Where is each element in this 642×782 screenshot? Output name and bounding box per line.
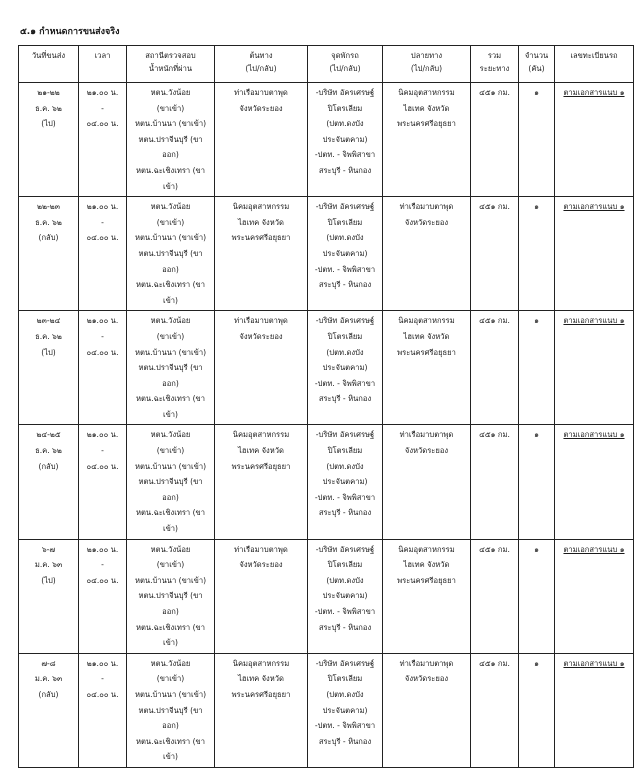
cell-doc [555, 197, 634, 311]
header-checkpoints: สถานีตรวจสอบ น้ำหนักที่ผ่าน [127, 46, 215, 83]
header-doc-no: เลขทะเบียนรถ [555, 46, 634, 83]
cell-date [19, 83, 79, 197]
cell-line: - [101, 674, 104, 684]
table-row [19, 83, 634, 197]
cell-line: (ปตท.ดงบัง [326, 689, 364, 699]
cell-line: -บริษัท อัครเศรษฐ์ [315, 658, 375, 668]
cell-line: ปิโตรเลียม [327, 674, 363, 684]
cell-doc [555, 83, 634, 197]
cell-line: นิคมอุตสาหกรรม [232, 658, 290, 668]
cell-origin [215, 83, 308, 197]
cell-line: สระบุรี - หินกอง [318, 280, 372, 290]
cell-line: ๒๑.๐๐ น. [86, 544, 119, 554]
cell-line: ธ.ค. ๖๒ [35, 103, 62, 113]
cell-line: ไฮเทค จังหวัด [238, 446, 284, 456]
cell-line: -ปตท. - จิพพิสาขา [314, 721, 376, 731]
cell-line: หตน.บ้านนา (ขาเข้า) [134, 233, 207, 243]
cell-line: ธ.ค. ๖๒ [35, 217, 62, 227]
cell-line: -ปตท. - จิพพิสาขา [314, 264, 376, 274]
cell-checkpoints [127, 197, 215, 311]
cell-date [19, 425, 79, 539]
cell-line: ๗-๘ [41, 658, 56, 668]
cell-line: ๐๔.๐๐ น. [86, 575, 119, 585]
cell-line: ๐๔.๐๐ น. [86, 233, 119, 243]
cell-line: -บริษัท อัครเศรษฐ์ [315, 202, 375, 212]
cell-line: ท่าเรือมาบตาพุด [399, 202, 454, 212]
cell-distance: ๔๕๑ กม. [471, 311, 519, 425]
cell-destination [383, 425, 471, 539]
cell-origin [215, 311, 308, 425]
cell-line: ๐๔.๐๐ น. [86, 119, 119, 129]
cell-line: (ขาเข้า) [156, 331, 185, 341]
cell-line: ออก) [162, 378, 179, 388]
cell-line: ไฮเทค จังหวัด [403, 560, 450, 570]
cell-line: -บริษัท อัครเศรษฐ์ [315, 544, 375, 554]
cell-line: ๒๑.๐๐ น. [86, 316, 119, 326]
cell-doc [555, 653, 634, 767]
cell-line: (ขาเข้า) [156, 446, 185, 456]
cell-count: ๑ [519, 653, 555, 767]
attachment-link[interactable]: ตามเอกสารแนบ ๑ [563, 88, 625, 97]
cell-stop [308, 311, 383, 425]
cell-line: พระนครศรีอยุธยา [231, 461, 291, 471]
cell-line: ม.ค. ๖๓ [34, 560, 63, 570]
cell-doc [555, 425, 634, 539]
cell-origin [215, 539, 308, 653]
cell-line: ๒๑-๒๒ [37, 88, 60, 97]
cell-line: ๐๔.๐๐ น. [86, 461, 119, 471]
cell-line: นิคมอุตสาหกรรม [398, 544, 455, 554]
transport-schedule-table [18, 45, 634, 768]
cell-count: ๑ [519, 425, 555, 539]
cell-distance: ๔๕๑ กม. [471, 83, 519, 197]
header-time: เวลา [79, 46, 127, 83]
cell-line: ธ.ค. ๖๒ [35, 331, 62, 341]
cell-line: สระบุรี - หินกอง [318, 394, 372, 404]
cell-line: หตน.วังน้อย [150, 202, 191, 212]
cell-time [79, 311, 127, 425]
cell-line: ๒๑.๐๐ น. [86, 202, 119, 212]
cell-line: ไฮเทค จังหวัด [403, 103, 450, 113]
cell-line: -บริษัท อัครเศรษฐ์ [315, 88, 375, 97]
header-distance: รวม ระยะทาง [471, 46, 519, 83]
cell-line: สระบุรี - หินกอง [318, 736, 372, 746]
cell-line: ประจันตคาม) [322, 134, 368, 144]
cell-destination [383, 311, 471, 425]
cell-line: นิคมอุตสาหกรรม [398, 88, 455, 97]
header-origin: ต้นทาง (ไป/กลับ) [215, 46, 308, 83]
cell-line: เข้า) [162, 409, 178, 419]
cell-time [79, 197, 127, 311]
cell-line: เข้า) [162, 524, 178, 534]
cell-origin [215, 653, 308, 767]
cell-count: ๑ [519, 539, 555, 653]
cell-line: (ขาเข้า) [156, 560, 185, 570]
cell-line: -บริษัท อัครเศรษฐ์ [315, 430, 375, 440]
table-row [19, 425, 634, 539]
cell-stop [308, 197, 383, 311]
cell-line: (ปตท.ดงบัง [326, 233, 364, 243]
cell-line: ไฮเทค จังหวัด [238, 674, 284, 684]
cell-line: (กลับ) [38, 689, 59, 699]
cell-line: หตน.วังน้อย [150, 316, 191, 326]
cell-line: ประจันตคาม) [322, 591, 368, 601]
cell-count: ๑ [519, 311, 555, 425]
header-count: จำนวน (คัน) [519, 46, 555, 83]
cell-date [19, 653, 79, 767]
cell-stop [308, 83, 383, 197]
cell-line: -ปตท. - จิพพิสาขา [314, 492, 376, 502]
cell-line: หตน.ฉะเชิงเทรา (ขา [135, 394, 206, 404]
cell-line: (ขาเข้า) [156, 674, 185, 684]
cell-line: ประจันตคาม) [322, 248, 368, 258]
cell-line: ออก) [162, 607, 179, 616]
cell-line: ท่าเรือมาบตาพุด [234, 316, 288, 326]
cell-checkpoints [127, 653, 215, 767]
cell-line: -ปตท. - จิพพิสาขา [314, 378, 376, 388]
cell-line: (ขาเข้า) [156, 217, 185, 227]
cell-line: ออก) [162, 721, 179, 731]
cell-line: ปิโตรเลียม [327, 560, 363, 570]
cell-count: ๑ [519, 83, 555, 197]
cell-line: จังหวัดระยอง [404, 217, 449, 227]
cell-line: จังหวัดระยอง [239, 560, 283, 570]
cell-checkpoints [127, 83, 215, 197]
cell-line: ๒๒-๒๓ [37, 202, 60, 212]
cell-line: ๒๑.๐๐ น. [86, 88, 119, 97]
cell-line: ออก) [162, 264, 179, 274]
cell-line: -ปตท. - จิพพิสาขา [314, 150, 376, 160]
cell-line: เข้า) [162, 638, 178, 648]
cell-line: (ไป) [41, 347, 56, 357]
table-row [19, 653, 634, 767]
cell-line: หตน.วังน้อย [150, 544, 191, 554]
cell-line: ปิโตรเลียม [327, 446, 363, 456]
cell-line: ๐๔.๐๐ น. [86, 347, 119, 357]
cell-checkpoints [127, 311, 215, 425]
header-date: วันที่ขนส่ง [19, 46, 79, 83]
cell-line: ประจันตคาม) [322, 477, 368, 487]
cell-line: ท่าเรือมาบตาพุด [399, 430, 454, 440]
cell-line: จังหวัดระยอง [239, 331, 283, 341]
cell-line: - [101, 217, 104, 227]
cell-line: จังหวัดระยอง [239, 103, 283, 113]
cell-line: หตน.ปราจีนบุรี (ขา [138, 363, 203, 373]
cell-line: ไฮเทค จังหวัด [403, 331, 450, 341]
cell-origin [215, 425, 308, 539]
cell-line: สระบุรี - หินกอง [318, 508, 372, 518]
cell-line: -บริษัท อัครเศรษฐ์ [315, 316, 375, 326]
cell-line: พระนครศรีอยุธยา [397, 575, 456, 585]
cell-line: ประจันตคาม) [322, 363, 368, 373]
header-destination: ปลายทาง (ไป/กลับ) [383, 46, 471, 83]
cell-line: หตน.ปราจีนบุรี (ขา [138, 477, 203, 487]
cell-distance: ๔๕๑ กม. [471, 653, 519, 767]
cell-line: สระบุรี - หินกอง [318, 622, 372, 632]
cell-time [79, 653, 127, 767]
cell-line: ม.ค. ๖๓ [34, 674, 63, 684]
cell-line: - [101, 446, 104, 456]
cell-distance: ๔๕๑ กม. [471, 197, 519, 311]
cell-line: นิคมอุตสาหกรรม [398, 316, 455, 326]
cell-date [19, 539, 79, 653]
cell-count: ๑ [519, 197, 555, 311]
cell-line: ท่าเรือมาบตาพุด [234, 88, 288, 97]
cell-line: (ปตท.ดงบัง [326, 119, 364, 129]
cell-line: หตน.ปราจีนบุรี (ขา [138, 591, 203, 601]
cell-destination [383, 83, 471, 197]
cell-line: หตน.ฉะเชิงเทรา (ขา [135, 622, 206, 632]
cell-time [79, 539, 127, 653]
cell-line: เข้า) [162, 181, 178, 191]
cell-line: (ไป) [41, 119, 56, 129]
cell-line: (ปตท.ดงบัง [326, 575, 364, 585]
attachment-link[interactable]: ตามเอกสารแนบ ๑ [563, 544, 625, 554]
cell-line: พระนครศรีอยุธยา [231, 233, 291, 243]
header-stop: จุดพักรถ (ไป/กลับ) [308, 46, 383, 83]
table-header-row [19, 46, 634, 83]
cell-line: ไฮเทค จังหวัด [238, 217, 284, 227]
cell-stop [308, 539, 383, 653]
cell-destination [383, 197, 471, 311]
cell-line: จังหวัดระยอง [404, 446, 449, 456]
cell-line: หตน.ฉะเชิงเทรา (ขา [135, 508, 206, 518]
cell-checkpoints [127, 539, 215, 653]
attachment-link[interactable]: ตามเอกสารแนบ ๑ [563, 202, 625, 212]
table-row [19, 197, 634, 311]
cell-line: หตน.บ้านนา (ขาเข้า) [134, 461, 207, 471]
cell-distance: ๔๕๑ กม. [471, 539, 519, 653]
cell-line: - [101, 560, 104, 570]
cell-line: ๒๑.๐๐ น. [86, 430, 119, 440]
cell-doc [555, 311, 634, 425]
cell-date [19, 197, 79, 311]
table-row [19, 539, 634, 653]
cell-line: หตน.วังน้อย [150, 658, 191, 668]
cell-line: หตน.ปราจีนบุรี (ขา [138, 134, 203, 144]
cell-line: (กลับ) [38, 233, 59, 243]
cell-line: ๐๔.๐๐ น. [86, 689, 119, 699]
cell-line: (ปตท.ดงบัง [326, 461, 364, 471]
cell-line: ประจันตคาม) [322, 705, 368, 715]
cell-line: พระนครศรีอยุธยา [397, 119, 456, 129]
cell-line: จังหวัดระยอง [404, 674, 449, 684]
cell-stop [308, 653, 383, 767]
cell-line: (ปตท.ดงบัง [326, 347, 364, 357]
cell-line: หตน.ฉะเชิงเทรา (ขา [135, 165, 206, 175]
cell-line: ปิโตรเลียม [327, 217, 363, 227]
section-heading: ๕.๑ กำหนดการขนส่งจริง [20, 27, 120, 37]
cell-doc [555, 539, 634, 653]
cell-origin [215, 197, 308, 311]
attachment-link[interactable]: ตามเอกสารแนบ ๑ [563, 658, 625, 668]
cell-line: หตน.บ้านนา (ขาเข้า) [134, 347, 207, 357]
cell-line: ออก) [162, 492, 179, 502]
cell-line: (กลับ) [38, 461, 59, 471]
cell-line: (ไป) [41, 575, 56, 585]
cell-line: ๒๔-๒๕ [36, 430, 61, 440]
cell-line: หตน.บ้านนา (ขาเข้า) [134, 119, 207, 129]
cell-line: (ขาเข้า) [156, 103, 185, 113]
cell-line: ออก) [162, 150, 179, 160]
cell-line: พระนครศรีอยุธยา [231, 689, 291, 699]
cell-line: หตน.บ้านนา (ขาเข้า) [134, 575, 207, 585]
cell-line: หตน.ปราจีนบุรี (ขา [138, 248, 203, 258]
cell-time [79, 425, 127, 539]
cell-line: หตน.บ้านนา (ขาเข้า) [134, 689, 207, 699]
cell-line: พระนครศรีอยุธยา [397, 347, 456, 357]
cell-line: นิคมอุตสาหกรรม [232, 430, 290, 440]
cell-line: หตน.วังน้อย [150, 430, 191, 440]
cell-stop [308, 425, 383, 539]
cell-time [79, 83, 127, 197]
cell-line: หตน.ฉะเชิงเทรา (ขา [135, 280, 206, 290]
cell-destination [383, 653, 471, 767]
cell-line: ท่าเรือมาบตาพุด [234, 544, 288, 554]
cell-line: ปิโตรเลียม [327, 331, 363, 341]
cell-checkpoints [127, 425, 215, 539]
cell-line: หตน.วังน้อย [150, 88, 191, 97]
cell-line: เข้า) [162, 752, 178, 762]
cell-date [19, 311, 79, 425]
cell-destination [383, 539, 471, 653]
cell-line: หตน.ปราจีนบุรี (ขา [138, 705, 203, 715]
cell-line: สระบุรี - หินกอง [318, 165, 372, 175]
cell-line: ๖-๗ [41, 544, 56, 554]
cell-line: ๒๑.๐๐ น. [86, 658, 119, 668]
cell-line: นิคมอุตสาหกรรม [232, 202, 290, 212]
cell-distance: ๔๕๑ กม. [471, 425, 519, 539]
cell-line: - [101, 331, 104, 341]
attachment-link[interactable]: ตามเอกสารแนบ ๑ [563, 316, 625, 326]
cell-line: ๒๓-๒๔ [36, 316, 61, 326]
cell-line: ท่าเรือมาบตาพุด [399, 658, 454, 668]
cell-line: - [101, 103, 104, 113]
cell-line: เข้า) [162, 295, 178, 305]
table-row [19, 311, 634, 425]
cell-line: ปิโตรเลียม [327, 103, 363, 113]
attachment-link[interactable]: ตามเอกสารแนบ ๑ [563, 430, 625, 440]
cell-line: -ปตท. - จิพพิสาขา [314, 607, 376, 616]
cell-line: ธ.ค. ๖๒ [35, 446, 62, 456]
cell-line: หตน.ฉะเชิงเทรา (ขา [135, 736, 206, 746]
